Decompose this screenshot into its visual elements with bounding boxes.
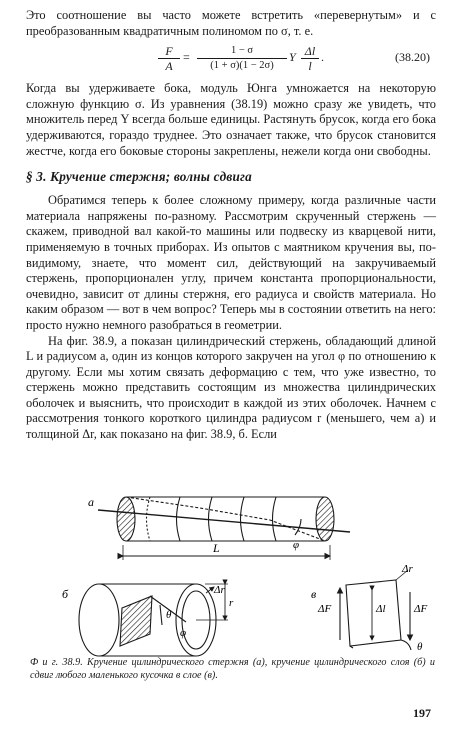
label-theta-v: θ <box>417 641 423 653</box>
figure-panel-b <box>79 584 228 656</box>
paragraph-figure-ref: На фиг. 38.9, а показан цилиндрический стержень, обладающий длиной L и радиусом a, один из концов которого закручен на угол φ по отношению к другому. Если мы хотим связать деформацию с тем, что уже известно, то стержень можно представить состоящим из множества цилиндрических оболочек и выяснить, что происходит в каждой из этих оболочек. Начнем с рассмотрения тонкого короткого цилиндра радиусом r (меньшего, чем a) и толщиной Δr, как показано на фиг. 38.9, б. Если <box>26 333 436 442</box>
label-delta-r-v: Δr <box>402 563 413 575</box>
label-L: L <box>213 541 220 555</box>
formula-young-y: Y <box>289 50 296 65</box>
formula-mid-num: 1 − σ <box>197 44 287 59</box>
page-number: 197 <box>413 706 431 720</box>
label-v: в <box>311 587 317 601</box>
section-heading: § 3. Кручение стержня; волны сдвига <box>26 169 252 185</box>
label-b: б <box>62 587 69 601</box>
rod-axis <box>98 510 350 532</box>
paragraph-stiffness: Когда вы удерживаете бока, модуль Юнга умножается на некоторую сложную функцию σ. Из уравнения (38.19) можно сразу же увидеть, что множитель перед Y всегда больше единицы. Растянуть брусок, когда его бока удерживаются, гораздо труднее. Это означает также, что брусок становится жестче, когда его боковые стороны закреплены, нежели когда они свободны. <box>26 81 436 158</box>
label-theta-b: θ <box>166 609 172 621</box>
rod-section-2 <box>177 497 181 541</box>
rod-right-end <box>316 497 334 541</box>
formula-number: (38.20) <box>395 50 430 65</box>
shell-patch <box>120 596 152 646</box>
formula-lhs-num: F <box>158 44 180 59</box>
label-delta-r-b: Δr <box>214 584 225 596</box>
rod-section-4 <box>241 497 245 541</box>
formula-lhs-den: A <box>165 59 173 74</box>
label-delta-f-left: ΔF <box>318 603 332 615</box>
label-delta-l: Δl <box>376 603 386 615</box>
label-delta-f-right: ΔF <box>414 603 428 615</box>
formula-equals: = <box>183 50 190 65</box>
theta-line <box>160 605 162 625</box>
formula-dot: . <box>321 50 324 65</box>
label-a: а <box>88 495 94 509</box>
figure-panel-a <box>98 497 350 560</box>
rod-section-1 <box>147 497 151 541</box>
rod-section-5 <box>273 497 277 541</box>
formula-rhs-den: l <box>308 59 312 74</box>
label-phi: φ <box>293 539 300 551</box>
paragraph-intro: Это соотношение вы часто можете встретить «перевернутым» и с преобразованным квадратичным полиномом по σ, т. е. <box>26 8 436 38</box>
theta-v-arc <box>401 640 411 650</box>
label-phi-b: φ <box>180 627 187 639</box>
formula-rhs-num: Δl <box>301 44 319 59</box>
shell-left-end <box>79 584 119 656</box>
label-r: r <box>229 597 234 609</box>
rod-left-end <box>117 497 135 541</box>
figure-caption: Ф и г. 38.9. Кручение цилиндрического стержня (а), кручение цилиндрического слоя (б) и сдвиг любого маленького кусочка в слое (в). <box>30 657 435 681</box>
formula-mid-den: (1 + σ)(1 − 2σ) <box>210 60 274 72</box>
element-face <box>346 580 401 646</box>
paragraph-torsion: Обратимся теперь к более сложному примеру, когда различные части материала напряжены по-разному. Рассмотрим скрученный стержень — скажем, приводной вал какой-то машины или подвеску из кварцевой нити, применяемую в точных приборах. Из опытов с маятником кручения вы, по-видимому, знаете, что момент сил, действующий на закручиваемый стержень, пропорционален углу, причем константа пропорциональности, очевидно, зависит от длины стержня, его радиуса и свойств материала. Но каким образом — вот в чем вопрос? Теперь мы в состоянии ответить на него: просто нужно немного разобраться в геометрии. <box>26 193 436 332</box>
